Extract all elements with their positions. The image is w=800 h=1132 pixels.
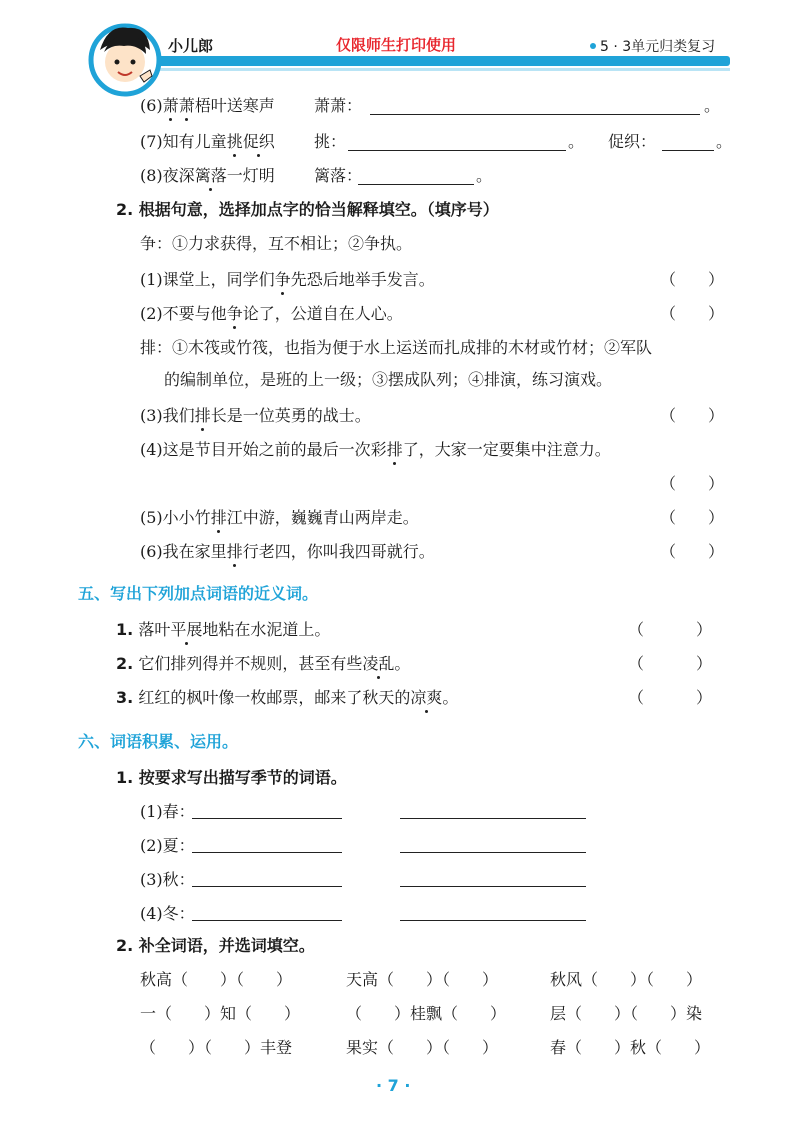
- pai-definition-line2: 的编制单位，是班的上一级；③摆成队列；④排演，练习演戏。: [164, 370, 613, 389]
- poem-item-6: (6)萧萧梧叶送寒声: [140, 96, 275, 115]
- fill-word[interactable]: 果实（ ）（ ）: [346, 1038, 499, 1057]
- section-5-title: 五、写出下列加点词语的近义词。: [78, 584, 319, 603]
- pai-item-6: (6)我在家里排行老四，你叫我四哥就行。: [140, 542, 435, 561]
- fill-word[interactable]: 秋高（ ）（ ）: [140, 970, 293, 989]
- answer-line[interactable]: [400, 920, 586, 921]
- answer-paren[interactable]: （ ）: [628, 620, 731, 639]
- print-notice: 仅限师生打印使用: [336, 36, 457, 54]
- season-winter: (4)冬：: [140, 904, 195, 923]
- sec5-item-2: 2. 它们排列得并不规则，甚至有些凌乱。: [116, 654, 411, 673]
- period: 。: [704, 96, 721, 115]
- poem-item-7-word: 挑：: [314, 132, 347, 151]
- poem-item-7-word2: 促织：: [608, 132, 657, 151]
- period: 。: [716, 132, 733, 151]
- period: 。: [476, 166, 493, 185]
- fill-word[interactable]: 天高（ ）（ ）: [346, 970, 499, 989]
- answer-paren[interactable]: （ ）: [660, 304, 725, 323]
- answer-line[interactable]: [400, 818, 586, 819]
- answer-line[interactable]: [662, 150, 714, 151]
- page-number: · 7 ·: [376, 1076, 411, 1095]
- header-bar: [108, 56, 730, 66]
- answer-paren[interactable]: （ ）: [660, 508, 725, 527]
- zheng-item-2: (2)不要与他争论了，公道自在人心。: [140, 304, 403, 323]
- answer-line[interactable]: [370, 114, 700, 115]
- bullet-icon: [590, 43, 596, 49]
- pai-definition-line1: 排：①木筏或竹筏，也指为便于水上运送而扎成排的木材或竹材；②军队: [140, 338, 653, 357]
- answer-paren[interactable]: （ ）: [660, 270, 725, 289]
- season-spring: (1)春：: [140, 802, 195, 821]
- fill-word[interactable]: 层（ ）（ ）染: [550, 1004, 703, 1023]
- season-autumn: (3)秋：: [140, 870, 195, 889]
- unit-label: [590, 36, 715, 56]
- fill-word[interactable]: （ ）桂飘（ ）: [346, 1004, 507, 1023]
- pai-item-4: (4)这是节目开始之前的最后一次彩排了，大家一定要集中注意力。: [140, 440, 611, 459]
- fill-word[interactable]: 秋风（ ）（ ）: [550, 970, 703, 989]
- answer-paren[interactable]: （ ）: [660, 542, 725, 561]
- zheng-item-1: (1)课堂上，同学们争先恐后地举手发言。: [140, 270, 435, 289]
- pai-item-5: (5)小小竹排江中游，巍巍青山两岸走。: [140, 508, 419, 527]
- sec5-item-3: 3. 红红的枫叶像一枚邮票，邮来了秋天的凉爽。: [116, 688, 459, 707]
- answer-paren[interactable]: （ ）: [628, 688, 731, 707]
- brand-name: 小儿郎: [168, 37, 214, 55]
- fill-word[interactable]: 春（ ）秋（ ）: [550, 1038, 711, 1057]
- sec6-q2: 2. 补全词语，并选词填空。: [116, 936, 315, 955]
- answer-line[interactable]: [192, 852, 342, 853]
- period: 。: [568, 132, 585, 151]
- fill-word[interactable]: （ ）（ ）丰登: [140, 1038, 293, 1057]
- zheng-definition: 争：①力求获得，互不相让；②争执。: [140, 234, 413, 253]
- answer-line[interactable]: [192, 886, 342, 887]
- sec6-q1: 1. 按要求写出描写季节的词语。: [116, 768, 347, 787]
- answer-line[interactable]: [192, 818, 342, 819]
- poem-item-8: (8)夜深篱落一灯明: [140, 166, 275, 185]
- poem-item-6-word: 萧萧：: [314, 96, 363, 115]
- q2-title: 2. 根据句意，选择加点字的恰当解释填空。（填序号）: [116, 200, 499, 219]
- answer-paren[interactable]: （ ）: [660, 474, 725, 493]
- sec5-item-1: 1. 落叶平展地粘在水泥道上。: [116, 620, 331, 639]
- answer-line[interactable]: [400, 852, 586, 853]
- boy-mascot-icon: [88, 16, 162, 98]
- answer-paren[interactable]: （ ）: [628, 654, 731, 673]
- answer-line[interactable]: [358, 184, 474, 185]
- season-summer: (2)夏：: [140, 836, 195, 855]
- header-bar-shadow: [108, 68, 730, 71]
- poem-item-7: (7)知有儿童挑促织: [140, 132, 275, 151]
- fill-word[interactable]: 一（ ）知（ ）: [140, 1004, 301, 1023]
- unit-text: 5 · 3单元归类复习: [600, 39, 716, 55]
- answer-paren[interactable]: （ ）: [660, 406, 725, 425]
- pai-item-3: (3)我们排长是一位英勇的战士。: [140, 406, 371, 425]
- section-6-title: 六、词语积累、运用。: [78, 732, 239, 751]
- answer-line[interactable]: [400, 886, 586, 887]
- poem-item-8-word: 篱落：: [314, 166, 363, 185]
- answer-line[interactable]: [192, 920, 342, 921]
- answer-line[interactable]: [348, 150, 566, 151]
